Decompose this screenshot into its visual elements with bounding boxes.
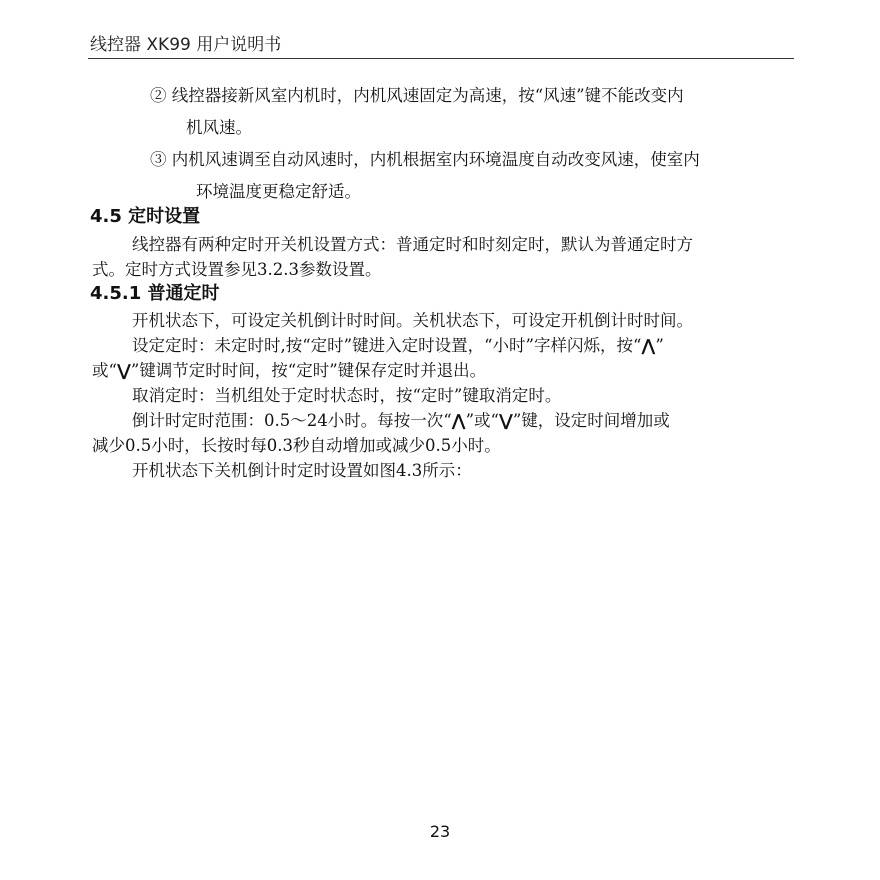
para-4-line1: [132, 411, 670, 431]
para-4-text-a: 倒计时定时范围：0.5～24小时。每按一次“: [132, 411, 452, 430]
para-3: 取消定时：当机组处于定时状态时，按“定时”键取消定时。: [132, 386, 562, 405]
section-4-5-para-line1: 线控器有两种定时开关机设置方式：普通定时和时刻定时，默认为普通定时方: [132, 235, 693, 254]
para-2-text-c: 或“: [92, 361, 117, 380]
para-2-text-a: 设定定时：未定时时,按“定时”键进入定时设置，“小时”字样闪烁，按“: [132, 336, 642, 355]
para-4-line2: 减少0.5小时，长按时每0.3秒自动增加或减少0.5小时。: [92, 436, 501, 455]
item-2-line2: 机风速。: [186, 118, 252, 137]
item-3-line1: ③ 内机风速调至自动风速时，内机根据室内环境温度自动改变风速，使室内: [150, 150, 700, 169]
down-arrow-icon: ⋁: [116, 361, 131, 380]
para-2-line1: [132, 336, 664, 356]
page-number: 23: [429, 822, 451, 841]
item-3-line2: 环境温度更稳定舒适。: [196, 182, 361, 201]
section-4-5-heading: 4.5 定时设置: [90, 206, 201, 227]
para-2-line2: [92, 361, 486, 381]
up-arrow-icon: ⋀: [451, 411, 466, 430]
para-1: 开机状态下，可设定关机倒计时时间。关机状态下，可设定开机倒计时时间。: [132, 311, 693, 330]
header-rule: [88, 58, 794, 59]
section-4-5-para-line2: 式。定时方式设置参见3.2.3参数设置。: [92, 260, 382, 279]
up-arrow-icon: ⋀: [641, 336, 656, 355]
para-5: 开机状态下关机倒计时定时设置如图4.3所示：: [132, 461, 472, 480]
section-4-5-1-heading: 4.5.1 普通定时: [90, 283, 220, 304]
item-2-line1: ② 线控器接新风室内机时，内机风速固定为高速，按“风速”键不能改变内: [150, 86, 684, 105]
para-4-text-c: ”键，设定时间增加或: [512, 411, 670, 430]
para-2-text-b: ”: [655, 336, 664, 355]
para-2-text-d: ”键调节定时时间，按“定时”键保存定时并退出。: [130, 361, 487, 380]
para-4-text-b: ”或“: [465, 411, 499, 430]
down-arrow-icon: ⋁: [498, 411, 513, 430]
header-title: 线控器 XK99 用户说明书: [90, 35, 282, 55]
